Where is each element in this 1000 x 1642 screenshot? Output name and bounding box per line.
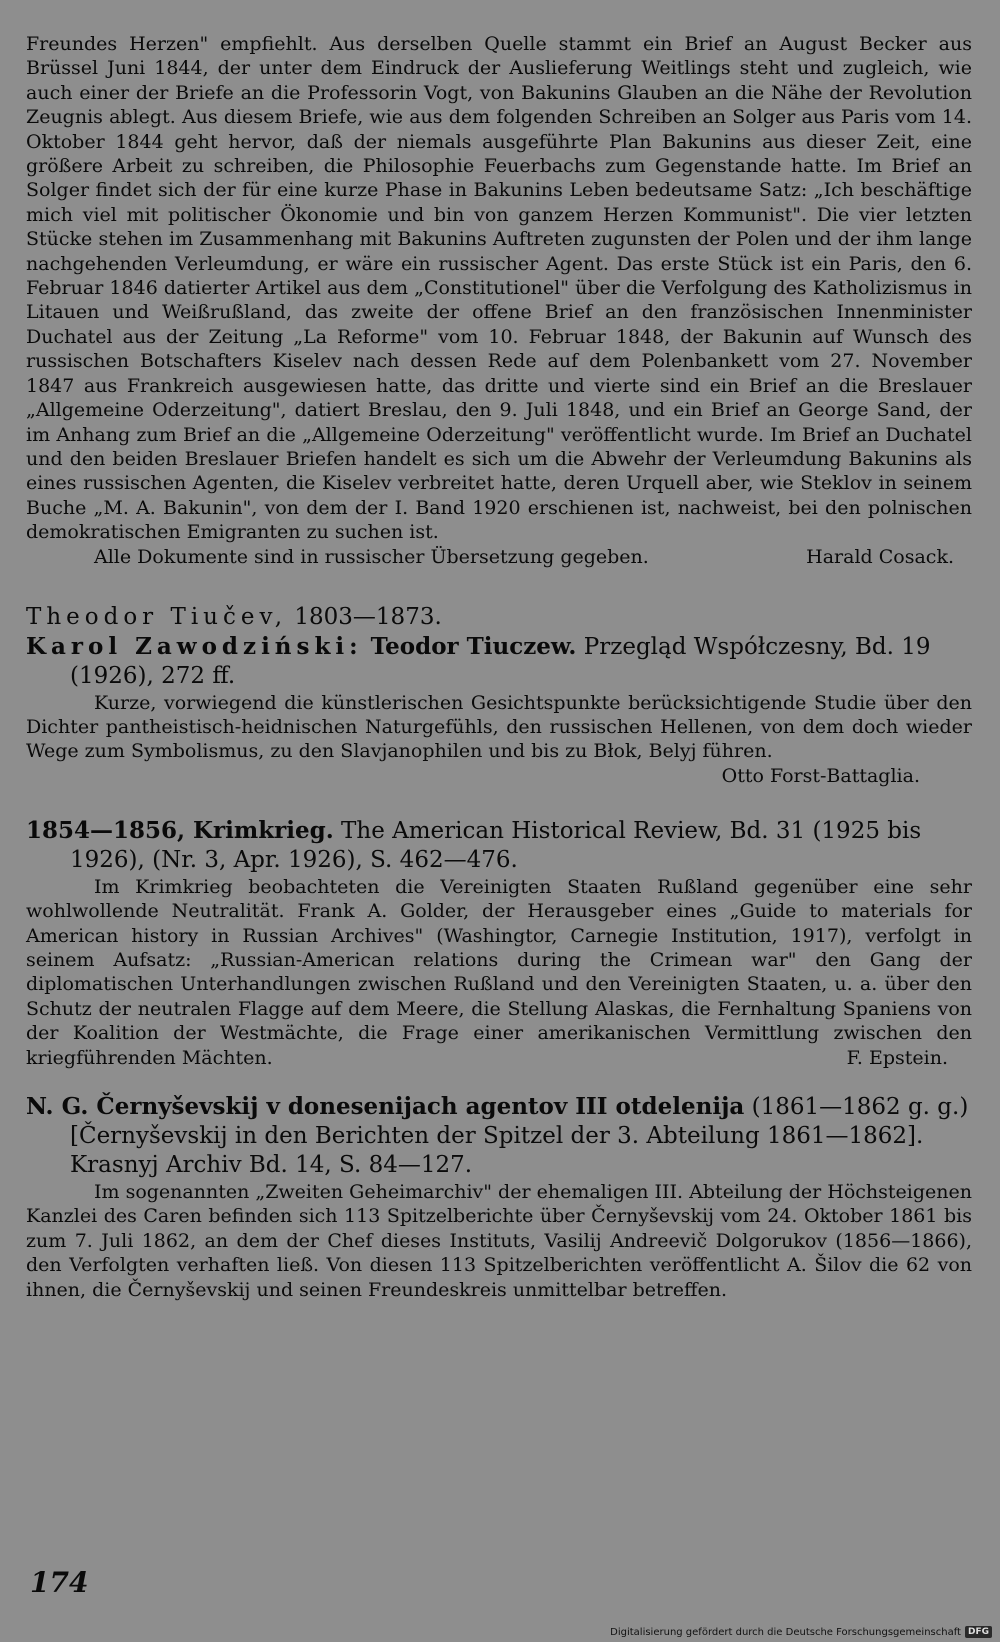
entry-paragraph-text: Im Krimkrieg beobachteten die Vereinigten Staaten Rußland gegenüber eine sehr wohlwollende Neutralität. Frank A. Golder, der Herausgeber eines „Guide to materials for American history in Russian Archives" (Washingtor, Carnegie Institution, 1917), verfolgt in seinem Aufsatz: „Russian-American relations during the Crimean war" den Gang der diplomatischen Unterhandlungen zwischen Rußland und den Vereinigten Staaten, u. a. über den Schutz der neutralen Flagge auf dem Meere, die Stellung Alaskas, die Fernhaltung Spaniens von der Koalition der Westmächte, die Frage einer amerikanischen Vermittlung zwischen den kriegführenden Mächten. [26,875,972,1069]
entry-heading [26,603,972,632]
entry-source [26,632,972,691]
footer-text: Digitalisierung gefördert durch die Deutsche Forschungsgemeinschaft [610,1626,961,1638]
review-author: F. Epstein. [846,1046,948,1069]
review-author-name: Otto Forst-Battaglia. [721,764,920,787]
tiucev-entry [26,603,972,788]
entry-heading-citation: The American Historical Review, Bd. 31 (1925 bis 1926), (Nr. 3, Apr. 1926), S. 462—476. [70,817,922,873]
cernysevskij-entry [26,1092,972,1302]
entry-paragraph: Im sogenannten „Zweiten Geheimarchiv" der ehemaligen III. Abteilung der Höchsteigenen Kanzlei des Caren befinden sich 113 Spitzelberichte über Černyševskij vom 24. Oktober 1861 bis zum 7. Juli 1862, an dem der Chef dieses Instituts, Vasilij Andreevič Dolgorukov (1856—1866), den Verfolgten verhaften ließ. Von diesen 113 Spitzelberichten veröffentlicht A. Šilov die 62 von ihnen, die Černyševskij und seinen Freundeskreis unmittelbar betreffen. [26,1181,972,1301]
entry-heading-name: Theodor Tiučev, [26,603,288,630]
krimkrieg-entry [26,816,972,1070]
entry-heading-dates: 1803—1873. [287,603,442,630]
entry-heading [26,816,972,875]
page-number: 174 [30,1566,89,1599]
entry-heading-title: N. G. Černyševskij v donesenijach agentov III otdelenija [26,1093,745,1120]
entry-heading-topic: 1854—1856, Krimkrieg. [26,816,334,844]
entry-heading [26,1092,972,1180]
source-title: Teodor Tiuczew. [362,632,577,660]
source-citation: Przegląd Współczesny, Bd. 19 (1926), 272 ff. [70,633,931,689]
source-author: Karol Zawodziński: [26,632,363,660]
text-column [26,32,972,1302]
bakunin-review-closing [26,545,972,569]
review-author [26,764,972,788]
review-author: Harald Cosack. [806,545,954,568]
entry-paragraph [26,875,972,1070]
digitization-footer [610,1624,992,1640]
closing-text: Alle Dokumente sind in russischer Übersetzung gegeben. [94,545,649,568]
dfg-logo-icon: DFG [965,1626,992,1638]
entry-paragraph: Kurze, vorwiegend die künstlerischen Gesichtspunkte berücksichtigende Studie über den Dichter pantheistisch-heidnischen Naturgefühls, den russischen Hellenen, von dem doch wieder Wege zum Symbolismus, zu den Slavjanophilen und bis zu Błok, Belyj führen. [26,691,972,763]
entry-heading-citation: (1861—1862 g. g.) [Černyševskij in den Berichten der Spitzel der 3. Abteilung 1861—1862]. Krasnyj Archiv Bd. 14, S. 84—127. [70,1094,969,1178]
bakunin-review-paragraph: Freundes Herzen" empfiehlt. Aus derselben Quelle stammt ein Brief an August Becker aus Brüssel Juni 1844, der unter dem Eindruck der Auslieferung Weitlings steht und zugleich, wie auch einer der Briefe an die Professorin Vogt, von Bakunins Glauben an die Nähe der Revolution Zeugnis ablegt. Aus diesem Briefe, wie aus dem folgenden Schreiben an Solger aus Paris vom 14. Oktober 1844 geht hervor, daß der niemals ausgeführte Plan Bakunins aus dieser Zeit, eine größere Arbeit zu schreiben, die Philosophie Feuerbachs zum Gegenstande hatte. Im Brief an Solger findet sich der für eine kurze Phase in Bakunins Leben bedeutsame Satz: „Ich beschäftige mich viel mit politischer Ökonomie und bin von ganzem Herzen Kommunist". Die vier letzten Stücke stehen im Zusammenhang mit Bakunins Auftreten zugunsten der Polen und der ihm lange nachgehenden Verleumdung, er wäre ein russischer Agent. Das erste Stück ist ein Paris, den 6. Februar 1846 datierter Artikel aus dem „Constitutionel" über die Verfolgung des Katholizismus in Litauen und Weißrußland, das zweite der offene Brief an den französischen Innenminister Duchatel aus der Zeitung „La Reforme" vom 10. Februar 1848, der Bakunin auf Wunsch des russischen Botschafters Kiselev nach dessen Rede auf dem Polenbankett vom 27. November 1847 aus Frankreich ausgewiesen hatte, das dritte und vierte sind ein Brief an die Breslauer „Allgemeine Oderzeitung", datiert Breslau, den 9. Juli 1848, und ein Brief an George Sand, der im Anhang zum Brief an die „Allgemeine Oderzeitung" veröffentlicht wurde. Im Brief an Duchatel und den beiden Breslauer Briefen handelt es sich um die Abwehr der Verleumdung Bakunins als eines russischen Agenten, die Kiselev verbreitet hatte, deren Urquell aber, wie Steklov in seinem Buche „M. A. Bakunin", von dem der I. Band 1920 erschienen ist, nachweist, bei den polnischen demokratischen Emigranten zu suchen ist. [26,33,972,544]
